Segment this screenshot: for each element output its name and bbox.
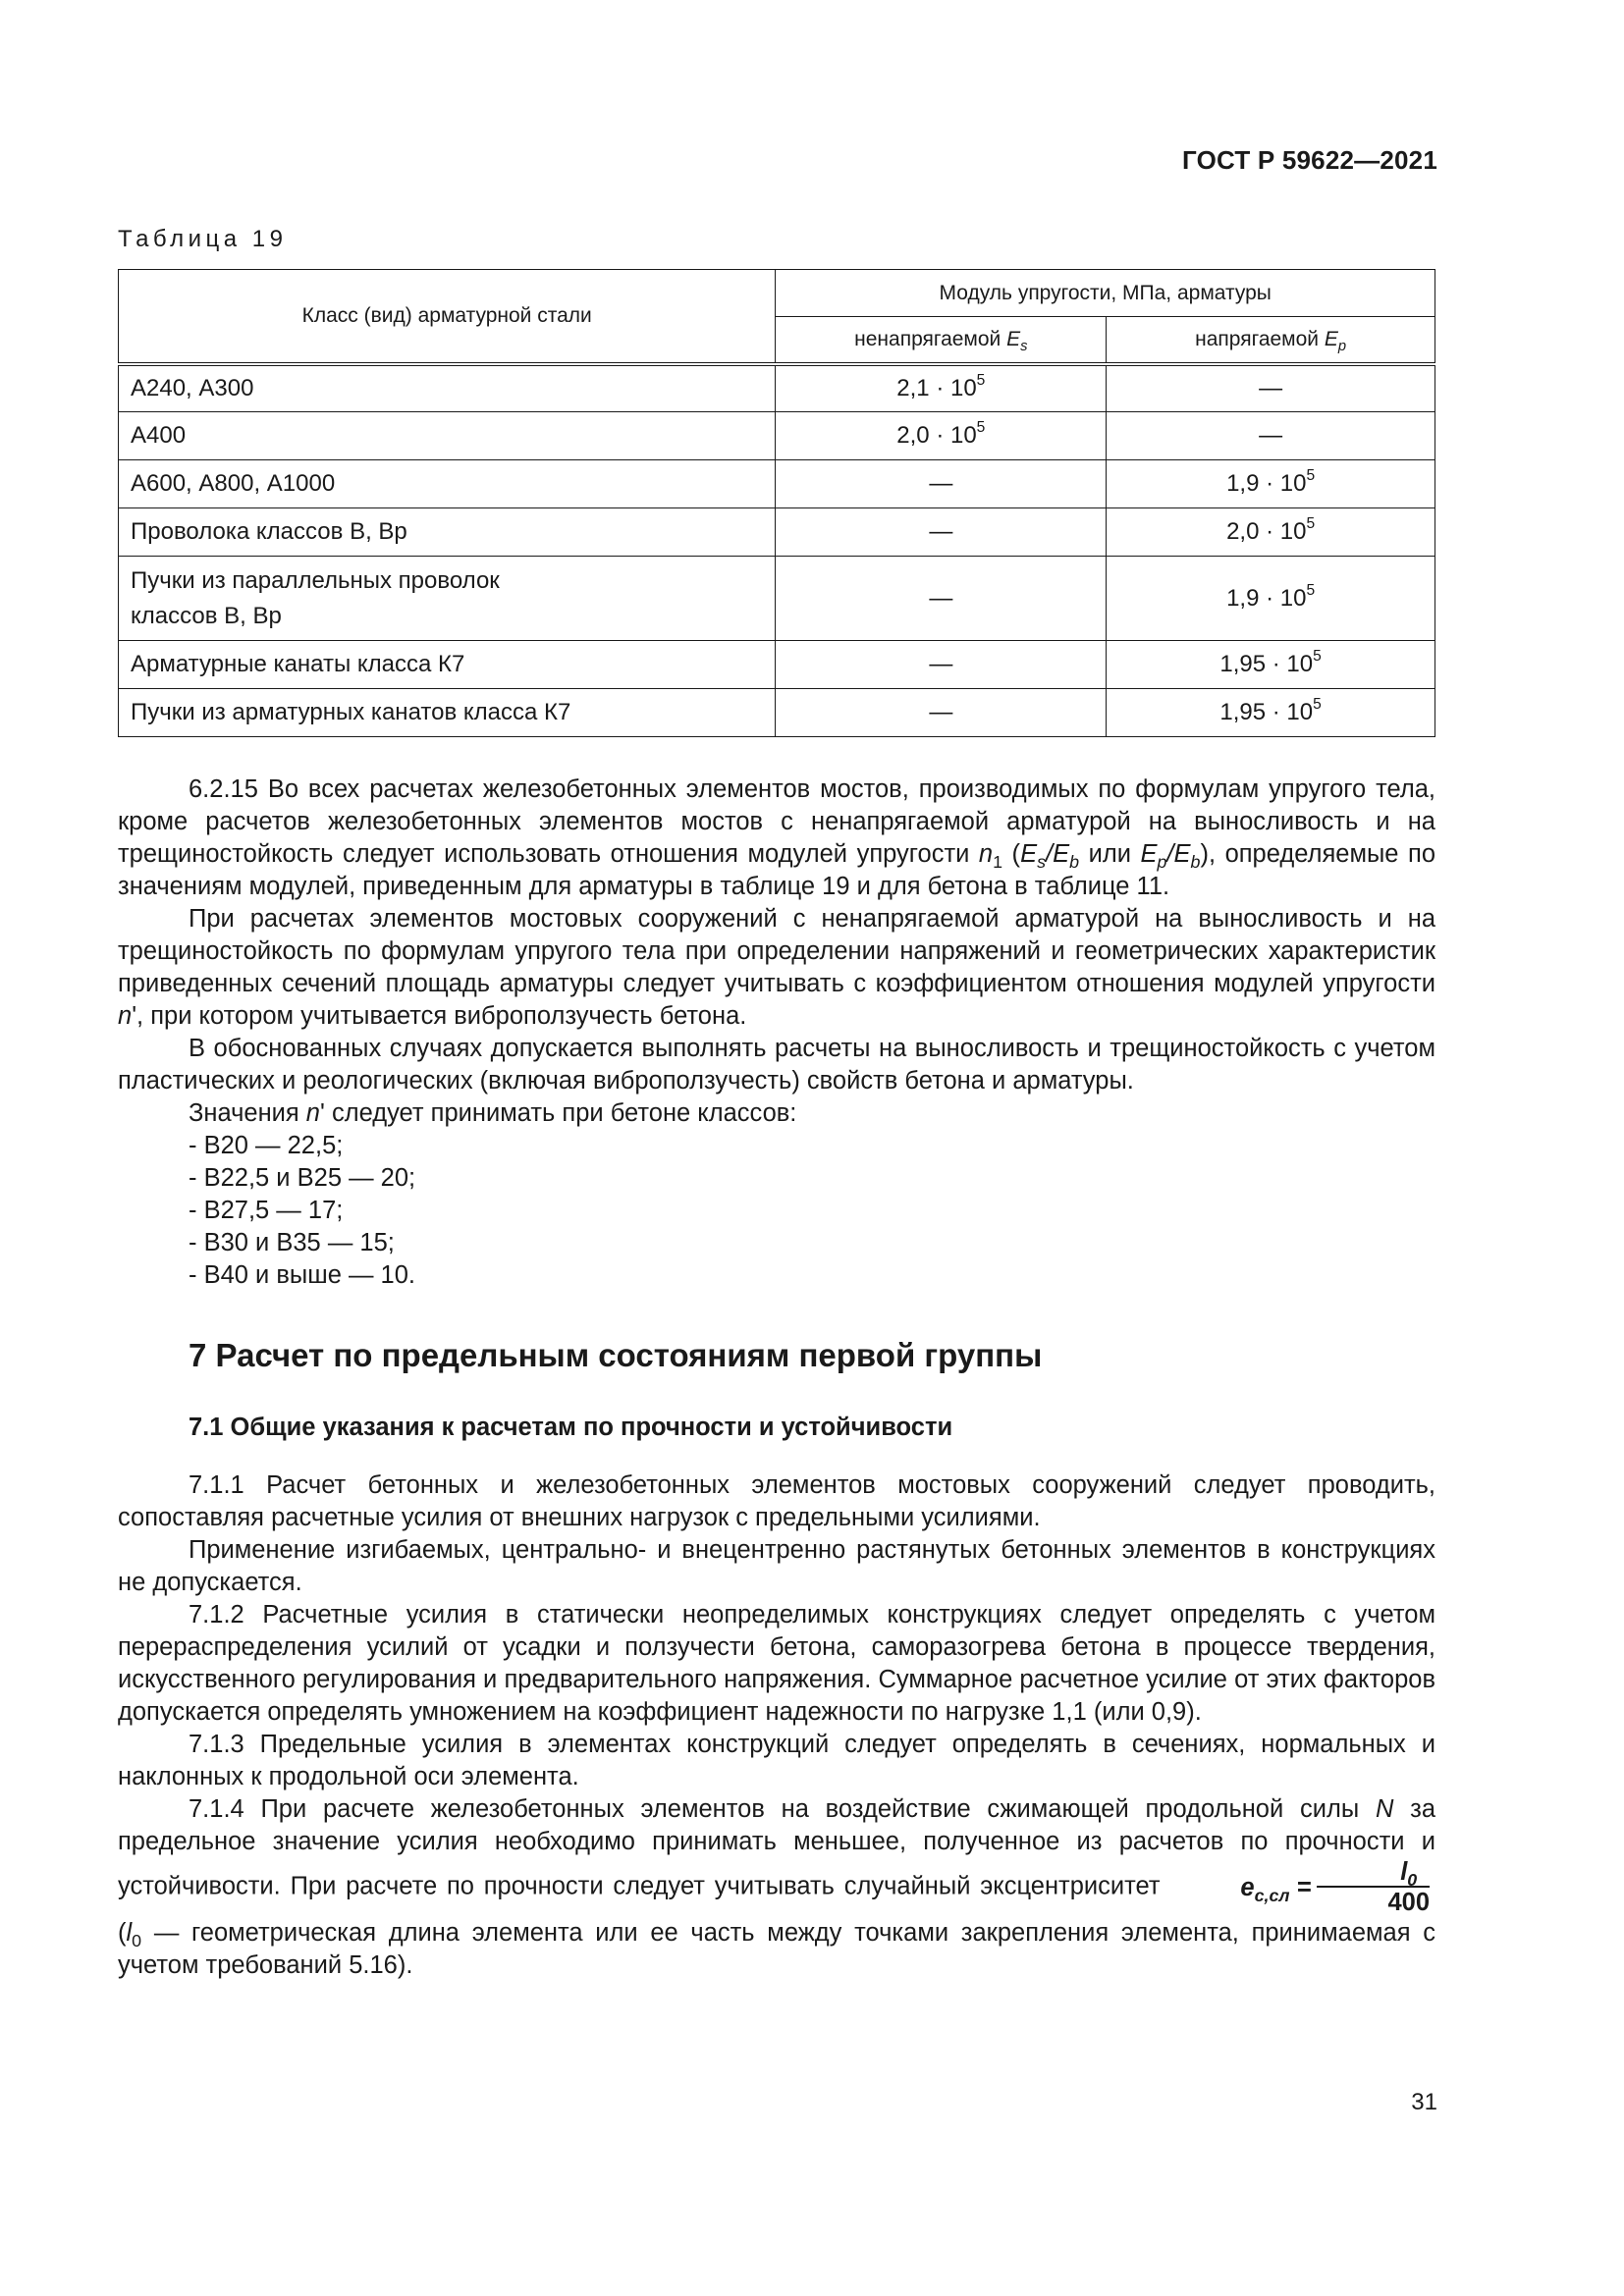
page-number: 31 bbox=[1411, 2089, 1437, 2115]
es-value: — bbox=[776, 689, 1107, 737]
row-label: А600, А800, А1000 bbox=[119, 460, 776, 508]
es-value: $2,0 \cdot 10^5$ bbox=[776, 412, 1107, 460]
ep-value: — bbox=[1107, 412, 1435, 460]
section-7-title: 7 Расчет по предельным состояниям первой группы bbox=[189, 1337, 1043, 1373]
ep-value: $1,95 \cdot 10^5$ bbox=[1107, 689, 1435, 737]
section-7-1-body bbox=[118, 1469, 1435, 1982]
table-row bbox=[119, 689, 1435, 737]
document-header: ГОСТ Р 59622—2021 bbox=[1182, 145, 1437, 175]
paragraph-7-1-4: 7.1.4 При расчете железобетонных элементов на воздействие сжимающей продольной силы N за предельное значение усилия необходимо принимать меньшее, полученное из расчетов по прочности и устойчивости. При расчете по прочности следует учитывать случайный эксцентриситет $e_{c,сл}$ = $\frac{l_0}{400}$ ($l_0$ — геометрическая длина элемента или ее часть между точками закрепления элемента, принимаемая с учетом требований 5.16). bbox=[118, 1795, 1436, 1979]
ep-value: $1,9 \cdot 10^5$ bbox=[1107, 460, 1435, 508]
row-label: Пучки из параллельных проволок классов В, Вр bbox=[119, 557, 776, 641]
list-item: - В30 и В35 — 15; bbox=[189, 1229, 395, 1256]
list-item: - В40 и выше — 10. bbox=[189, 1261, 415, 1289]
paragraph-6-2-15: 6.2.15 Во всех расчетах железобетонных элементов мостов, производимых по формулам упругого тела, кроме расчетов железобетонных элементов мостов с ненапрягаемой арматурой на выносливость и на трещиностойкость следует использовать отношения модулей упругости $n_1$ ($E_s/E_b$ или $E_p/E_b$), определяемые по значениям модулей, приведенным для арматуры в таблице 19 и для бетона в таблице 11. bbox=[118, 775, 1436, 900]
paragraph-n-values: Значения n' следует принимать при бетоне классов: bbox=[189, 1099, 797, 1127]
section-7-1-title: 7.1 Общие указания к расчетам по прочности и устойчивости bbox=[189, 1414, 953, 1441]
es-value: $2,1 \cdot 10^5$ bbox=[776, 364, 1107, 412]
paragraph-7-1-1: 7.1.1 Расчет бетонных и железобетонных элементов мостовых сооружений следует проводить, сопоставляя расчетные усилия от внешних нагрузок с предельными усилиями. bbox=[118, 1471, 1435, 1531]
es-value: — bbox=[776, 641, 1107, 689]
list-item: - В20 — 22,5; bbox=[189, 1132, 344, 1159]
table-row bbox=[119, 364, 1435, 412]
row-label: Пучки из арматурных канатов класса К7 bbox=[119, 689, 776, 737]
row-label: Арматурные канаты класса К7 bbox=[119, 641, 776, 689]
table-row bbox=[119, 460, 1435, 508]
table-caption: Таблица 19 bbox=[118, 226, 288, 252]
list-item: - В27,5 — 17; bbox=[189, 1197, 344, 1224]
es-value: — bbox=[776, 557, 1107, 641]
table-row bbox=[119, 508, 1435, 557]
paragraph-justified-cases: В обоснованных случаях допускается выполнять расчеты на выносливость и трещиностойкость с учетом пластических и реологических (включая виброползучесть) свойств бетона и арматуры. bbox=[118, 1035, 1435, 1095]
paragraph-7-1-2: 7.1.2 Расчетные усилия в статически неопределимых конструкциях следует определять с учетом перераспределения усилий от усадки и ползучести бетона, саморазогрева бетона в процессе твердения, искусственного регулирования и предварительного напряжения. Суммарное расчетное усилие от этих факторов допускается определять умножением на коэффициент надежности по нагрузке 1,1 (или 0,9). bbox=[118, 1601, 1435, 1726]
table-row bbox=[119, 557, 1435, 641]
eccentricity-formula: $e_{c,сл}$ = bbox=[1240, 1873, 1312, 1905]
row-label: Проволока классов В, Вр bbox=[119, 508, 776, 557]
ep-value: — bbox=[1107, 364, 1435, 412]
ep-value: $1,9 \cdot 10^5$ bbox=[1107, 557, 1435, 641]
column-header-class: Класс (вид) арматурной стали bbox=[119, 270, 776, 364]
ep-value: $1,95 \cdot 10^5$ bbox=[1107, 641, 1435, 689]
paragraph-fatigue: При расчетах элементов мостовых сооружений с ненапрягаемой арматурой на выносливость и на трещиностойкость по формулам упругого тела при определении напряжений и геометрических характеристик приведенных сечений площадь арматуры следует учитывать с коэффициентом отношения модулей упругости n', при котором учитывается виброползучесть бетона. bbox=[118, 905, 1435, 1030]
column-header-nonprestressed: ненапрягаемой $E_s$ bbox=[776, 317, 1107, 364]
es-value: — bbox=[776, 508, 1107, 557]
list-item: - В22,5 и В25 — 20; bbox=[189, 1164, 416, 1192]
row-label: А240, А300 bbox=[119, 364, 776, 412]
table-row bbox=[119, 412, 1435, 460]
row-label: А400 bbox=[119, 412, 776, 460]
table-row bbox=[119, 641, 1435, 689]
formula-fraction: $\frac{l_0}{400}$ bbox=[1317, 1858, 1430, 1917]
column-header-modulus-group: Модуль упругости, МПа, арматуры bbox=[776, 270, 1435, 317]
elastic-modulus-table bbox=[118, 269, 1435, 737]
paragraph-bending-elements: Применение изгибаемых, центрально- и внецентренно растянутых бетонных элементов в конструкциях не допускается. bbox=[118, 1536, 1435, 1596]
ep-value: $2,0 \cdot 10^5$ bbox=[1107, 508, 1435, 557]
column-header-prestressed: напрягаемой $E_p$ bbox=[1107, 317, 1435, 364]
section-6-2-15 bbox=[118, 774, 1435, 1292]
paragraph-7-1-3: 7.1.3 Предельные усилия в элементах конструкций следует определять в сечениях, нормальных и наклонных к продольной оси элемента. bbox=[118, 1731, 1435, 1790]
es-value: — bbox=[776, 460, 1107, 508]
